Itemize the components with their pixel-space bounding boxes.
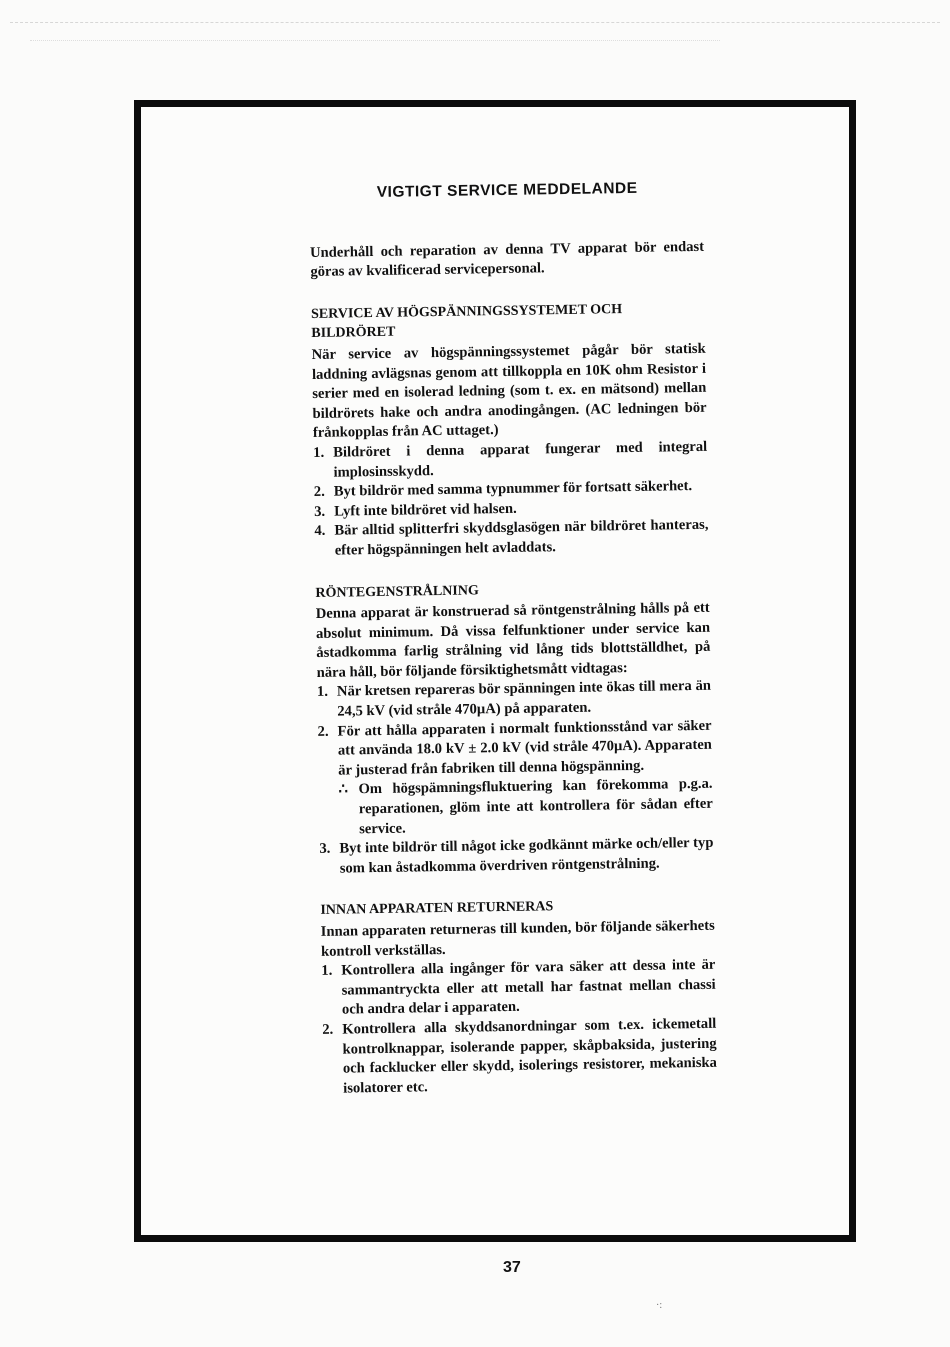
item-number: 3. — [319, 840, 331, 858]
notice-frame — [134, 100, 856, 1242]
item-text: Byt bildrör med samma typnummer för fortsatt säkerhet. — [333, 478, 693, 500]
section-before-return — [320, 895, 717, 1099]
item-text: Bär alltid splitterfri skyddsglasögen när bildröret hanteras, efter högspänningen helt avladdats. — [334, 517, 709, 559]
item-number: 2. — [317, 723, 329, 740]
numbered-list — [321, 956, 717, 1099]
section-heading: RÖNTEGENSTRÅLNING — [315, 582, 479, 601]
intro-paragraph: Underhåll och reparation av denna TV apparat bör endast göras av kvalificerad servicepersonal. — [309, 238, 705, 281]
item-number: 2. — [322, 1021, 334, 1038]
scan-artifact-line — [30, 40, 720, 41]
section-paragraph: Denna apparat är konstruerad så röntgenstrålning hålls på ett absolut minimum. Då vissa felfunktioner under service kan åstadkomma farlig strålning vid lång tids blottställdhet, på nära håll, bör följande försiktighetsmått vidtagas: — [315, 599, 711, 681]
list-item — [317, 716, 712, 781]
item-number: 3. — [314, 503, 326, 520]
item-text: Kontrollera alla ingånger för vara säker att dessa inte är sammantryckta eller att metall har fastnat mellan chassi och andra delar i apparaten. — [341, 956, 716, 1018]
list-item — [317, 677, 712, 722]
item-number: 2. — [313, 483, 325, 501]
section-paragraph: När service av högspänningssystemet pågår bör statisk laddning avlägsnas genom att tillkoppla en 10K ohm Resistor i serier med en isolerad ledning (som t. ex. en mätsond) mellan bildrörets hake och andra anodingången. (AC ledningen bör frånkopplas från AC uttaget.) — [311, 340, 707, 442]
section-xray — [315, 577, 714, 879]
note-text: Om högspämningsfluktuering kan förekomma p.g.a. reparationen, glöm inte att kontrollera för sådan efter service. — [358, 776, 713, 837]
item-text: Kontrollera alla skyddsanordningar som t.ex. ickemetall kontrolknappar, isolerande papper, skåpbaksida, justering och facklucker eller skydd, isolerings resistorer, mekaniska isolatorer etc. — [342, 1015, 717, 1097]
list-item — [321, 956, 716, 1021]
page-number: 37 — [503, 1259, 521, 1276]
scan-artifact-line — [10, 22, 940, 23]
item-number: 1. — [313, 444, 325, 461]
item-text: Bildröret i denna apparat fungerar med integral implosinsskydd. — [333, 438, 708, 481]
numbered-list — [313, 438, 709, 562]
item-text: För att hålla apparaten i normalt funktionsstånd var säker att använda 18.0 kV ± 2.0 kV (vid stråle 470µA). Apparaten är justerad från fabriken till denna högspänning. — [337, 717, 712, 779]
list-item — [314, 516, 709, 561]
section-high-voltage — [311, 299, 709, 562]
item-text: Byt inte bildrör till något icke godkännt märke och/eller typ som kan åstadkomma överdriven röntgenstrålning. — [339, 834, 714, 877]
section-heading: INNAN APPARATEN RETURNERAS — [320, 899, 554, 919]
list-item — [322, 1015, 717, 1100]
item-number: 1. — [321, 962, 333, 980]
section-heading: SERVICE AV HÖGSPÄNNINGSSYSTEMET OCH BILDRÖRET — [310, 301, 623, 342]
item-number: 1. — [316, 684, 329, 701]
list-item — [313, 438, 708, 483]
list-item — [319, 834, 714, 879]
numbered-list — [317, 677, 714, 879]
notice-content — [309, 178, 718, 1121]
item-text: När kretsen repareras bör spänningen inte ökas till mera än 24,5 kV (vid stråle 470µA) på apparaten. — [336, 678, 712, 720]
page-title: VIGTIGT SERVICE MEDDELANDE — [376, 179, 638, 201]
section-paragraph: Innan apparaten returneras till kunden, bör följande säkerhets kontroll verkställas. — [320, 917, 715, 960]
therefore-note — [338, 775, 713, 840]
item-text: Lyft inte bildröret vid halsen. — [334, 500, 517, 520]
therefore-icon: ∴ — [338, 781, 348, 799]
item-number: 4. — [314, 523, 326, 540]
scan-speck: ·: — [656, 1300, 663, 1311]
